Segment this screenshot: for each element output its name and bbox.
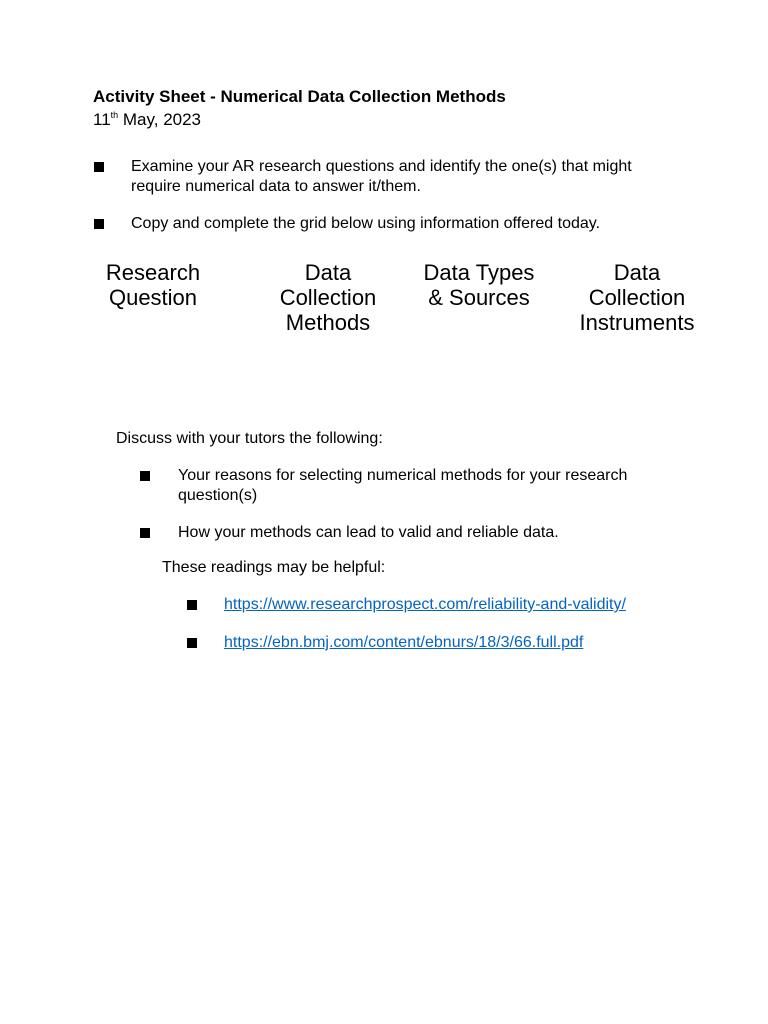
- document-date: [93, 110, 201, 132]
- readings-intro: These readings may be helpful:: [162, 559, 386, 576]
- instruction-item: Examine your AR research questions and identify the one(s) that might require numerical data to answer it/them.: [131, 158, 632, 195]
- discussion-point: Your reasons for selecting numerical methods for your research question(s): [178, 467, 628, 504]
- date-ordinal-suffix: th: [110, 110, 119, 120]
- grid-header-data-collection-instruments: Data Collection Instruments: [579, 260, 695, 335]
- date-day: 11: [93, 110, 111, 129]
- reading-link-ebn-bmj[interactable]: https://ebn.bmj.com/content/ebnurs/18/3/66.full.pdf: [224, 634, 584, 651]
- square-bullet-icon: [94, 162, 104, 172]
- reading-link-researchprospect[interactable]: https://www.researchprospect.com/reliability-and-validity/: [224, 596, 626, 613]
- square-bullet-icon: [94, 219, 104, 229]
- grid-header-data-types-sources: Data Types & Sources: [423, 260, 535, 310]
- document-title: Activity Sheet - Numerical Data Collection Methods: [93, 87, 506, 106]
- discussion-intro: Discuss with your tutors the following:: [116, 430, 383, 447]
- instruction-item: Copy and complete the grid below using information offered today.: [131, 215, 601, 232]
- grid-header-research-question: Research Question: [105, 260, 201, 310]
- square-bullet-icon: [140, 528, 150, 538]
- discussion-point: How your methods can lead to valid and reliable data.: [178, 524, 559, 541]
- square-bullet-icon: [187, 638, 197, 648]
- grid-header-data-collection-methods: Data Collection Methods: [279, 260, 377, 335]
- square-bullet-icon: [140, 471, 150, 481]
- date-month-year: May, 2023: [118, 110, 202, 129]
- square-bullet-icon: [187, 600, 197, 610]
